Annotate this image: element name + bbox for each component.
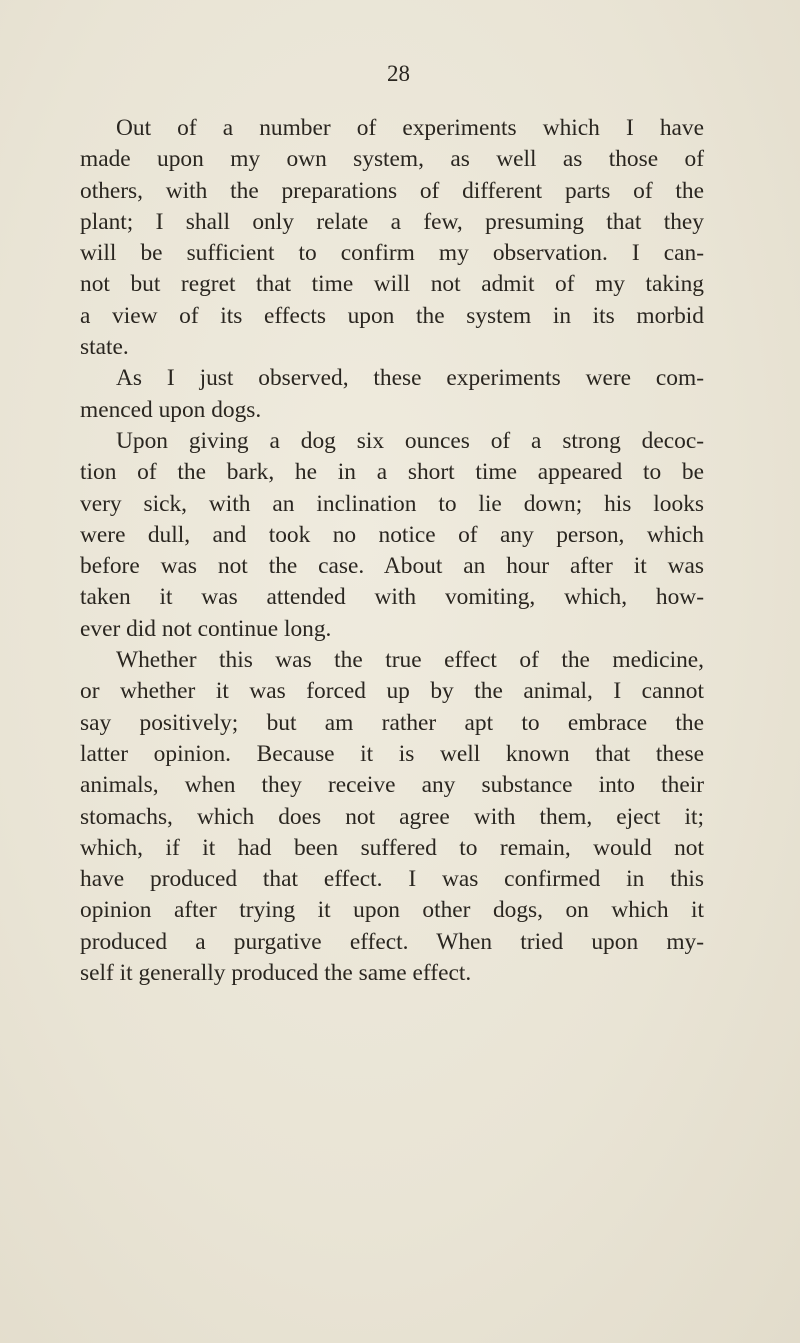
text-line: menced upon dogs. — [80, 396, 262, 423]
text-line: tion of the bark, he in a short time appeared to be — [80, 459, 704, 486]
text-line: or whether it was forced up by the animal, I cannot — [80, 678, 704, 705]
text-line: plant; I shall only relate a few, presuming that they — [80, 208, 704, 235]
text-line: Upon giving a dog six ounces of a strong decoc- — [116, 427, 704, 454]
text-line: Out of a number of experiments which I have — [116, 115, 704, 141]
text-line: a view of its effects upon the system in its morbid — [80, 302, 704, 329]
text-line: produced a purgative effect. When tried upon my- — [80, 928, 704, 955]
text-line: before was not the case. About an hour after it was — [80, 553, 704, 580]
text-line: state. — [80, 334, 129, 361]
text-line: say positively; but am rather apt to embrace the — [80, 709, 704, 736]
text-line: taken it was attended with vomiting, which, how- — [80, 584, 704, 611]
text-line: animals, when they receive any substance into their — [80, 772, 704, 799]
text-line: latter opinion. Because it is well known that these — [80, 740, 704, 767]
text-line: which, if it had been suffered to remain, would not — [80, 834, 704, 861]
text-line: others, with the preparations of different parts of the — [80, 177, 704, 204]
text-line: very sick, with an inclination to lie down; his looks — [80, 490, 704, 517]
text-line: have produced that effect. I was confirmed in this — [80, 866, 704, 893]
text-line: were dull, and took no notice of any person, which — [80, 521, 704, 548]
text-line: opinion after trying it upon other dogs, on which it — [80, 897, 704, 924]
text-line: ever did not continue long. — [80, 615, 332, 642]
text-line: will be sufficient to confirm my observation. I can- — [80, 240, 704, 267]
page-number: 28 — [387, 61, 410, 86]
text-line: stomachs, which does not agree with them, eject it; — [80, 803, 704, 830]
text-line: Whether this was the true effect of the medicine, — [116, 647, 704, 674]
text-line: self it generally produced the same effect. — [80, 960, 472, 987]
body-text — [80, 113, 704, 989]
text-line: As I just observed, these experiments were com- — [116, 365, 704, 392]
text-line: not but regret that time will not admit of my taking — [80, 271, 704, 298]
text-line: made upon my own system, as well as those of — [80, 146, 704, 173]
